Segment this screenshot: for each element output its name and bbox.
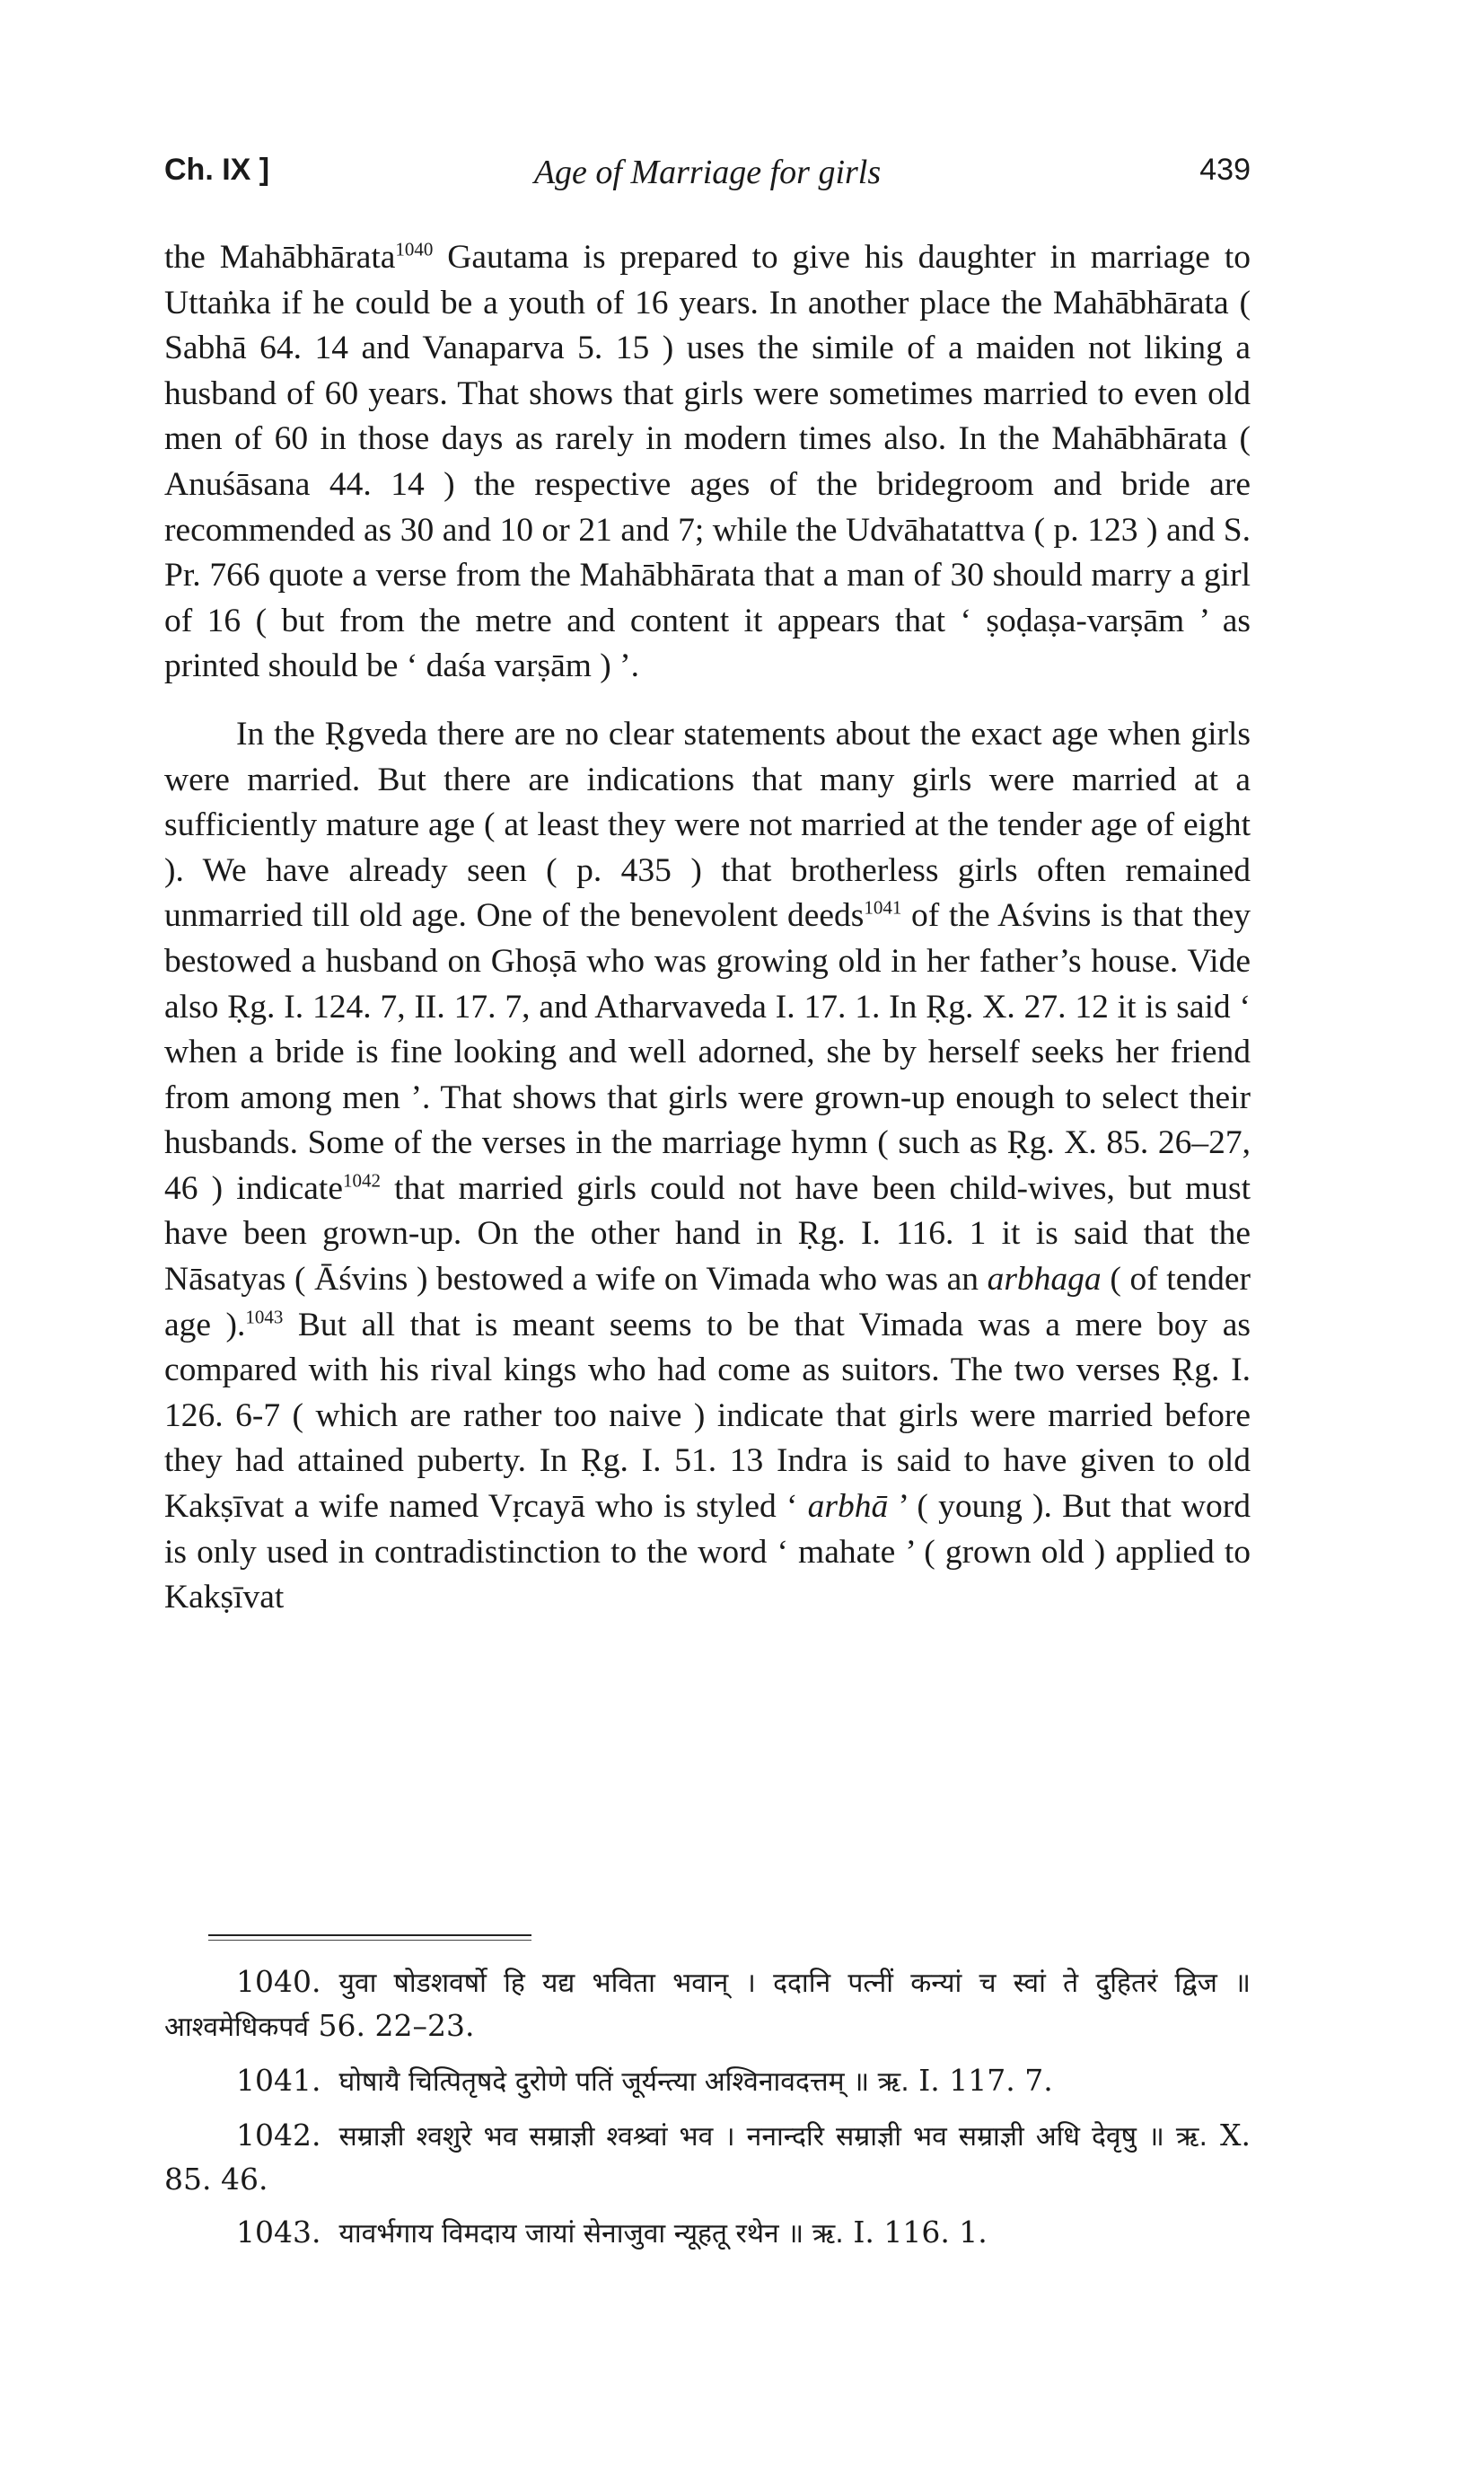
footnote-devanagari: युवा षोडशवर्षो हि यद्य भविता भवान् । ददानि पत्नीं कन्यां च स्वां ते दुहितरं द्विज ॥ आश्वमेधिकपर्व: [164, 1968, 1251, 2043]
footnote-ref-1043: 1043: [245, 1306, 284, 1328]
footnote-number: 1042.: [236, 2118, 321, 2153]
chapter-label: Ch. IX ]: [164, 153, 270, 187]
footnote-ref-1041: 1041: [864, 896, 902, 919]
paragraph-1: [164, 235, 1251, 690]
footnote-devanagari: घोषायै चित्पितृषदे दुरोणे पतिं जूर्यन्त्या अश्विनावदत्तम् ॥ ऋ.: [338, 2066, 909, 2098]
footnote-reference: X. 85. 46.: [164, 2118, 1251, 2197]
text-run: Gautama is prepared to give his daughter in marriage to Uttaṅka if he could be a youth of 16 years. In another place the Mahābhārata ( Sabhā 64. 14 and Vanaparva 5. 15 ) uses the simile of a maiden not liking a husband of 60 years. That shows that girls were sometimes married to even old men of 60 in those days as rarely in modern times also. In the Mahābhārata ( Anuśāsana 44. 14 ) the respective ages of the bridegroom and bride are recommended as 30 and 10 or 21 and 7; while the Udvāhatattva ( p. 123 ) and S. Pr. 766 quote a verse from the Mahābhārata that a man of 30 should marry a girl of 16 ( but from the metre and content it appears that ‘ ṣoḍaṣa-varṣām ’ as printed should be ‘ daśa varṣām ) ’.: [164, 239, 1251, 685]
footnote-reference: I. 117. 7.: [918, 2063, 1053, 2098]
text-run: In the Ṛgveda there are no clear statements about the exact age when girls were married. But there are indications that many girls were married at a sufficiently mature age ( at least they were not married at the tender age of eight ). We have already seen ( p. 435 ) that brotherless girls often remained unmarried till old age. One of the benevolent deeds: [164, 715, 1251, 935]
text-run: the Mahābhārata: [164, 239, 396, 276]
footnote-1042: [164, 2114, 1251, 2200]
text-run: of the Aśvins is that they bestowed a husband on Ghoṣā who was growing old in her father’s house. Vide also Ṛg. I. 124. 7, II. 17. 7, and Atharvaveda I. 17. 1. In Ṛg. X. 27. 12 it is said ‘ when a bride is fine looking and well adorned, she by herself seeks her friend from among men ’. That shows that girls were grown-up enough to select their husbands. Some of the verses in the marriage hymn ( such as Ṛg. X. 85. 26–27, 46 ) indicate: [164, 897, 1251, 1207]
text-run: that married girls could not have been child-wives, but must have been grown-up. On the other hand in Ṛg. I. 116. 1 it is said that the Nāsatyas ( Āśvins ) bestowed a wife on Vimada who was an: [164, 1169, 1251, 1299]
footnote-number: 1041.: [236, 2063, 321, 2098]
footnote-number: 1043.: [236, 2215, 321, 2250]
footnote-divider: [208, 1934, 531, 1936]
footnote-1040: [164, 1960, 1251, 2048]
footnote-divider-thin: [208, 1940, 531, 1941]
running-header: [164, 153, 1251, 203]
footnote-1041: [164, 2059, 1251, 2103]
text-run: ( of tender age ).: [164, 1261, 1251, 1343]
footnote-reference: I. 116. 1.: [853, 2215, 988, 2250]
footnote-devanagari: सम्राज्ञी श्वशुरे भव सम्राज्ञी श्वश्र्वां भव । ननान्दरि सम्राज्ञी भव सम्राज्ञी अधि देवृषु ॥ ऋ.: [338, 2121, 1208, 2153]
paragraph-2: [164, 712, 1251, 1621]
footnote-devanagari: यावर्भगाय विमदाय जायां सेनाजुवा न्यूहतू रथेन ॥ ऋ.: [338, 2218, 844, 2250]
running-title: Age of Marriage for girls: [533, 154, 882, 191]
footnote-number: 1040.: [236, 1964, 321, 1999]
page-number: 439: [1199, 153, 1251, 187]
main-text: [164, 235, 1251, 1621]
italic-term: arbhaga: [987, 1261, 1102, 1299]
footnote-ref-1042: 1042: [342, 1169, 381, 1192]
text-run: But all that is meant seems to be that Vimada was a mere boy as compared with his rival kings who had come as suitors. The two verses Ṛg. I. 126. 6-7 ( which are rather too naive ) indicate that girls were married before they had attained puberty. In Ṛg. I. 51. 13 Indra is said to have given to old Kakṣīvat a wife named Vṛcayā who is styled ‘: [164, 1306, 1251, 1526]
footnotes: [164, 1960, 1251, 2266]
footnote-1043: [164, 2211, 1251, 2255]
footnote-ref-1040: 1040: [395, 238, 434, 260]
text-run: ’ ( young ). But that word is only used in contradistinction to the word ‘ mahate ’ ( grown old ) applied to Kakṣīvat: [164, 1488, 1251, 1616]
footnote-reference: 56. 22–23.: [318, 2008, 475, 2043]
italic-term: arbhā: [807, 1488, 889, 1526]
